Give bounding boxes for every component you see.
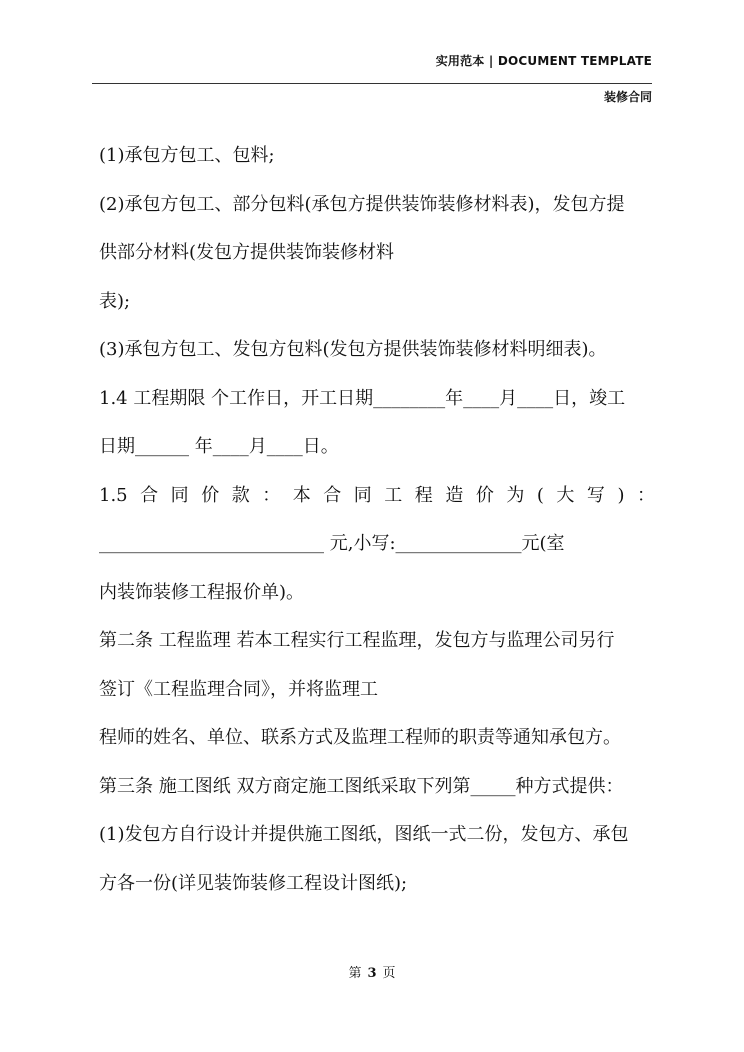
justified-token: 1.5 (99, 484, 128, 506)
justified-token: ： (262, 484, 281, 506)
text-line-14: 第三条 施工图纸 双方商定施工图纸采取下列第_____种方式提供： (99, 775, 624, 797)
text-line-16: 方各一份(详见装饰装修工程设计图纸); (99, 872, 408, 894)
text-line-8-contract-price (99, 476, 655, 525)
justified-token: 写 (586, 484, 605, 506)
text-line-11: 第二条 工程监理 若本工程实行工程监理，发包方与监理公司另行 (99, 630, 615, 651)
page-footer (0, 962, 744, 981)
justified-token: 款 (231, 484, 250, 506)
justified-token: 大 (556, 484, 575, 506)
header-title: 实用范本 | DOCUMENT TEMPLATE (435, 54, 652, 68)
justified-token: ( (536, 484, 544, 506)
justified-token: 造 (445, 484, 464, 506)
text-line-3: 供部分材料(发包方提供装饰装修材料 (99, 242, 395, 263)
text-line-1: (1)承包方包工、包料; (99, 145, 275, 166)
justified-token: 价 (201, 484, 220, 506)
justified-token: 价 (475, 484, 494, 506)
page-number: 3 (367, 966, 377, 981)
justified-token: ： (636, 484, 655, 506)
page-header (0, 0, 744, 110)
text-line-12: 签订《工程监理合同》，并将监理工 (99, 678, 378, 700)
text-line-15: (1)发包方自行设计并提供施工图纸，图纸一式二份，发包方、承包 (99, 824, 629, 845)
text-line-4: 表); (99, 290, 131, 312)
justified-token: ) (617, 484, 625, 506)
justified-token: 合 (323, 484, 342, 506)
text-line-9: _________________________ 元,小写:______________元(室 (99, 533, 565, 554)
document-body (99, 136, 655, 912)
text-line-10: 内装饰装修工程报价单)。 (99, 581, 305, 603)
footer-prefix: 第 (348, 966, 362, 981)
footer-suffix: 页 (382, 966, 396, 981)
justified-token: 本 (292, 484, 311, 506)
text-line-5: (3)承包方包工、发包方包料(发包方提供装饰装修材料明细表)。 (99, 339, 607, 360)
text-line-13: 程师的姓名、单位、联系方式及监理工程师的职责等通知承包方。 (99, 727, 621, 748)
justified-token: 合 (140, 484, 159, 506)
justified-token: 程 (414, 484, 433, 506)
text-line-2: (2)承包方包工、部分包料(承包方提供装饰装修材料表)，发包方提 (99, 193, 625, 215)
text-line-6: 1.4 工程期限 个工作日，开工日期________年____月____日，竣工 (99, 387, 626, 409)
header-divider (92, 83, 652, 84)
text-line-7: 日期______ 年____月____日。 (99, 436, 339, 457)
justified-token: 为 (506, 484, 525, 506)
justified-token: 同 (353, 484, 372, 506)
header-subtitle: 装修合同 (603, 90, 652, 104)
justified-token: 工 (384, 484, 403, 506)
justified-token: 同 (170, 484, 189, 506)
